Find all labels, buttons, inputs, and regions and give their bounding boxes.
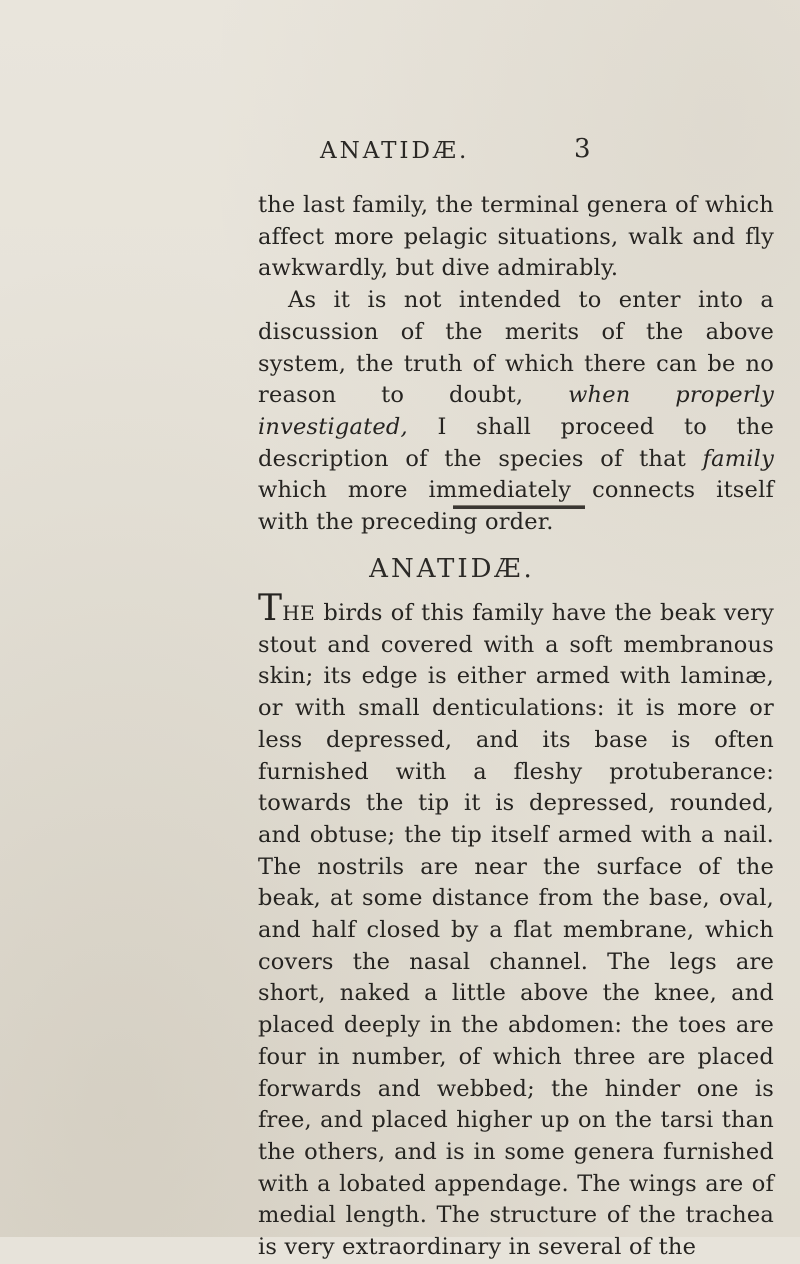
intro-paragraph-1: the last family, the terminal genera of which affect more pelagic situations, walk and fly awkwardly, but dive admirably. <box>258 192 774 282</box>
drop-cap: T <box>258 588 283 629</box>
intro-p2-emphasis-1: when properly investigated, <box>258 382 774 440</box>
section-paragraph-text: birds of this family have the beak very stout and covered with a soft membranous skin; its edge is either armed with laminæ, or with small denticulations: it is more or less depressed, and its base is often furnished with a fleshy protuberance: towards the tip it is depressed, rounded, and obtuse; the tip itself armed with a nail. The nostrils are near the surface of the beak, at some distance from the base, oval, and half closed by a flat membrane, which covers the nasal channel. The legs are short, naked a little above the knee, and placed deeply in the abdomen: the toes are four in number, of which three are placed forwards and webbed; the hinder one is free, and placed higher up on the tarsi than the others, and is in some genera furnished with a lobated appendage. The wings are of medial length. The structure of the trachea is very extraordinary in several of the <box>258 600 774 1261</box>
section-heading: ANATIDÆ. <box>369 554 535 584</box>
page-number: 3 <box>574 134 591 164</box>
intro-p2-text-1: As it is not intended to enter into a discussion of the merits of the above system, the truth of which there can be no reason to doubt, <box>258 287 774 409</box>
intro-text <box>258 190 774 539</box>
running-head <box>0 134 800 178</box>
section-divider <box>453 505 585 509</box>
section-paragraph <box>258 588 774 1264</box>
intro-paragraph-2 <box>258 285 774 539</box>
running-title: ANATIDÆ. <box>320 138 470 164</box>
intro-p2-text-2: I shall proceed to the description of the species of that <box>258 413 774 472</box>
section-body <box>258 588 774 1264</box>
small-caps-word: HE <box>282 601 316 625</box>
intro-p2-text-3: which more immediately connects itself with the preceding order. <box>258 477 774 536</box>
intro-p2-emphasis-2: family <box>702 445 774 472</box>
